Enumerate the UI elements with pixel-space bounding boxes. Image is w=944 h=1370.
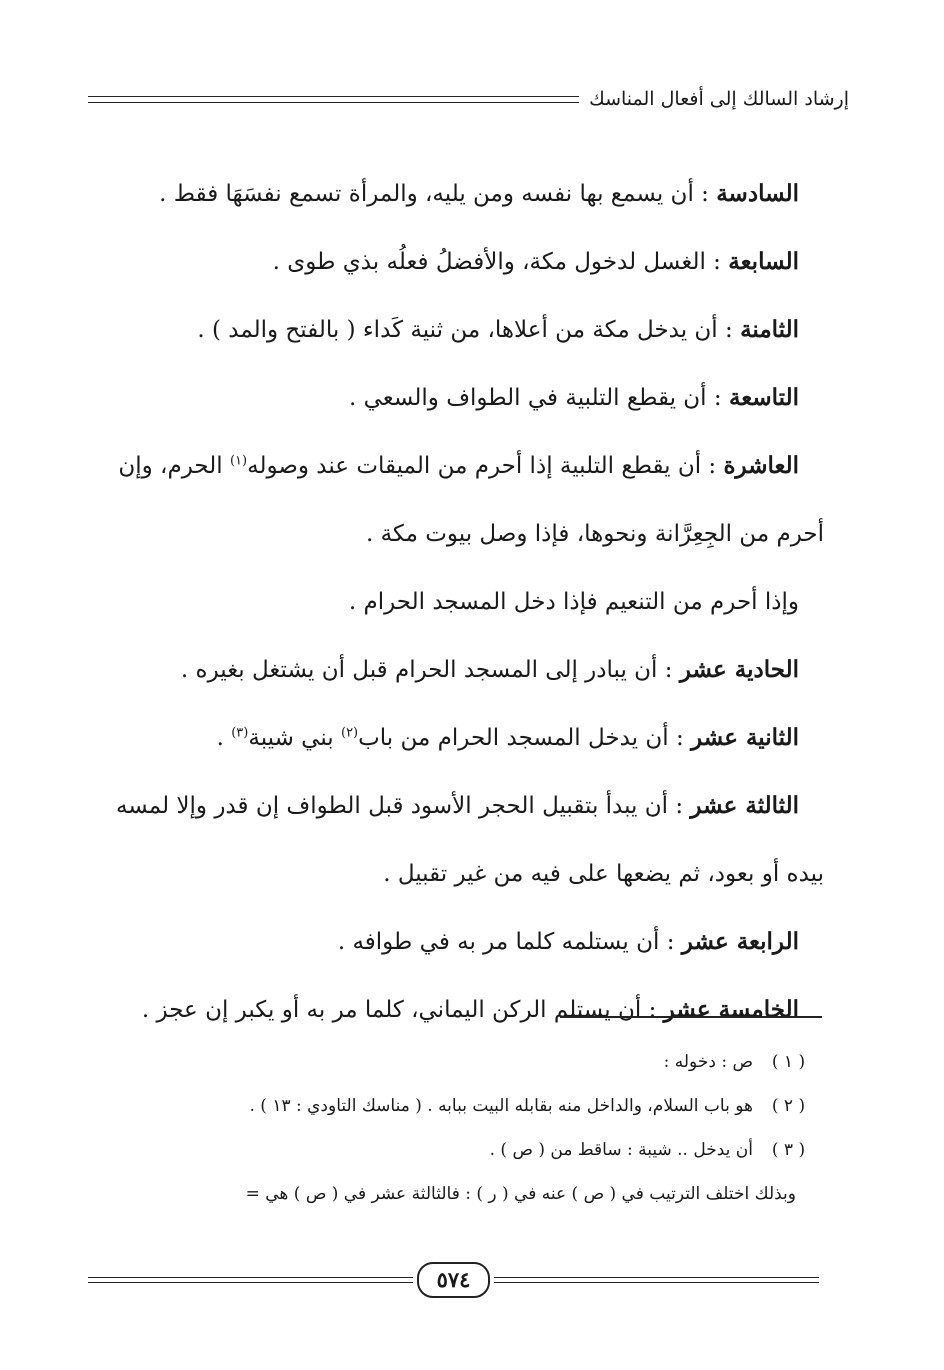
paragraph-label: العاشرة — [723, 452, 799, 479]
paragraph-tanim — [80, 568, 799, 636]
paragraph-text: : أن يقطع التلبية إذا أحرم من الميقات عند وصوله — [247, 453, 724, 479]
header-title: إرشاد السالك إلى أفعال المناسك — [589, 88, 849, 110]
page-footer — [88, 1262, 819, 1298]
footnote-number: ( ٢ ) — [771, 1096, 806, 1116]
footnote-number: ( ١ ) — [771, 1052, 806, 1072]
footnote-ref-3[interactable]: (٣) — [231, 725, 249, 741]
footer-rule-right — [494, 1277, 819, 1283]
footnote-text: هو باب السلام، والداخل منه بقابله البيت ببابه . ( مناسك التاودي : ١٣ ) . — [249, 1096, 753, 1116]
paragraph-text: . — [216, 725, 232, 751]
footnote-text: أن يدخل .. شيبة : ساقط من ( ص ) . — [489, 1140, 753, 1160]
footnote-2 — [80, 1084, 816, 1128]
footnote-separator — [560, 1016, 822, 1018]
paragraph-thirteenth — [80, 772, 799, 840]
paragraph-text: : أن يبادر إلى المسجد الحرام قبل أن يشتغل بغيره . — [180, 657, 680, 683]
footnote-3 — [80, 1128, 816, 1172]
paragraph-label: التاسعة — [728, 384, 799, 411]
footer-rule-left — [88, 1277, 413, 1283]
paragraph-seventh — [80, 228, 799, 296]
paragraph-eighth — [80, 296, 799, 364]
paragraph-label: السادسة — [716, 180, 799, 207]
paragraph-fifteenth — [80, 976, 799, 1044]
footnote-ref-1[interactable]: (١) — [229, 453, 248, 469]
paragraph-eleventh — [80, 636, 799, 704]
paragraph-text: : أن يقطع التلبية في الطواف والسعي . — [348, 385, 729, 411]
main-text — [80, 160, 824, 1044]
footnote-number: ( ٣ ) — [771, 1140, 806, 1160]
footnote-ref-2[interactable]: (٢) — [340, 725, 359, 741]
paragraph-thirteenth-continuation: بيده أو بعود، ثم يضعها على فيه من غير تقبيل . — [383, 861, 824, 887]
paragraph-text: وإذا أحرم من التنعيم فإذا دخل المسجد الحرام . — [348, 589, 799, 615]
paragraph-label: الخامسة عشر — [663, 996, 799, 1023]
paragraph-ninth — [80, 364, 799, 432]
footnotes — [80, 1040, 816, 1216]
paragraph-label: السابعة — [728, 248, 799, 275]
header-rule — [88, 96, 579, 103]
paragraph-text: الحرم، وإن — [118, 453, 230, 479]
paragraph-label: الرابعة عشر — [681, 928, 799, 955]
paragraph-text: بني شيبة — [248, 725, 341, 751]
paragraph-twelfth — [80, 704, 799, 772]
footnote-text: ص : دخوله : — [663, 1052, 753, 1072]
paragraph-text: : أن يستلمه كلما مر به في طوافه . — [337, 929, 682, 955]
paragraph-tenth-continuation: أحرم من الجِعِرَّانة ونحوها، فإذا وصل بيوت مكة . — [365, 521, 824, 547]
footnote-1 — [80, 1040, 816, 1084]
footnote-continuation: وبذلك اختلف الترتيب في ( ص ) عنه في ( ر ) : فالثالثة عشر في ( ص ) هي = — [245, 1184, 796, 1204]
paragraph-text: : أن يبدأ بتقبيل الحجر الأسود قبل الطواف إن قدر وإلا لمسه — [115, 793, 691, 819]
paragraph-label: الثامنة — [740, 316, 799, 343]
paragraph-fourteenth — [80, 908, 799, 976]
paragraph-text: : أن يسمع بها نفسه ومن يليه، والمرأة تسمع نفسَهَا فقط . — [159, 181, 717, 207]
paragraph-label: الثانية عشر — [691, 724, 799, 751]
paragraph-text: : الغسل لدخول مكة، والأفضلُ فعلُه بذي طوى . — [272, 249, 729, 275]
paragraph-tenth — [80, 432, 799, 500]
paragraph-label: الحادية عشر — [679, 656, 799, 683]
paragraph-sixth — [80, 160, 799, 228]
paragraph-text: : أن يدخل مكة من أعلاها، من ثنية كَداء ( بالفتح والمد ) . — [197, 317, 741, 343]
paragraph-text: : أن يستلم الركن اليماني، كلما مر به أو يكبر إن عجز . — [141, 997, 664, 1023]
running-header — [88, 84, 849, 114]
paragraph-label: الثالثة عشر — [690, 792, 799, 819]
paragraph-text: : أن يدخل المسجد الحرام من باب — [358, 725, 692, 751]
page-number: ٥٧٤ — [417, 1262, 491, 1298]
